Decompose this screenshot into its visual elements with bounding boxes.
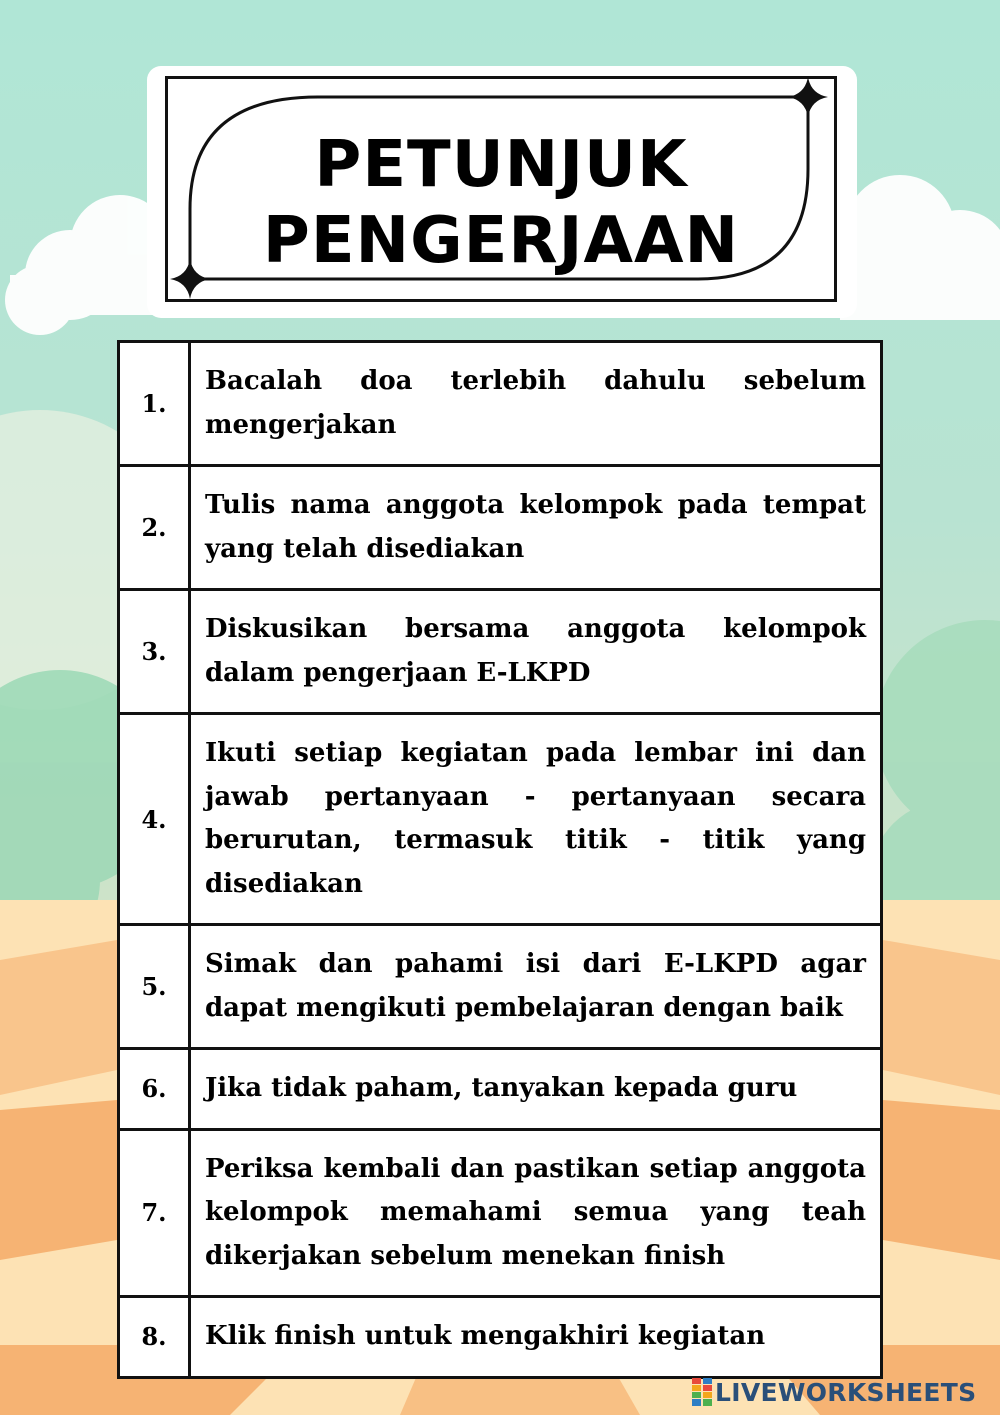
table-row [119,590,882,714]
step-number: 4. [119,714,190,925]
step-text: Bacalah doa terlebih dahulu sebelum mengerjakan [190,342,882,466]
table-row [119,714,882,925]
ground-tile [0,940,117,1095]
table-row [119,342,882,466]
step-text: Simak dan pahami isi dari E-LKPD agar dapat mengikuti pembelajaran dengan baik [190,925,882,1049]
title-line-2: PENGERJAAN [262,204,740,278]
step-number: 7. [119,1129,190,1297]
sparkle-icon [788,79,828,117]
step-text: Periksa kembali dan pastikan setiap anggota kelompok memahami semua yang teah dikerjakan sebelum menekan finish [190,1129,882,1297]
step-number: 2. [119,466,190,590]
step-text: Klik finish untuk mengakhiri kegiatan [190,1297,882,1378]
step-number: 8. [119,1297,190,1378]
title-frame [165,76,837,302]
liveworksheets-logo[interactable] [692,1375,976,1409]
table-row [119,1297,882,1378]
table-row [119,1129,882,1297]
table-row [119,925,882,1049]
step-number: 5. [119,925,190,1049]
step-text: Tulis nama anggota kelompok pada tempat yang telah disediakan [190,466,882,590]
logo-text: LIVEWORKSHEETS [715,1377,977,1407]
ground-tile [883,1100,1000,1260]
table-row [119,466,882,590]
ground-tile [0,1100,117,1260]
step-number: 1. [119,342,190,466]
ground-tile [883,940,1000,1095]
step-text: Ikuti setiap kegiatan pada lembar ini dan jawab pertanyaan - pertanyaan secara berurutan, termasuk titik - titik yang disediakan [190,714,882,925]
page-title [168,127,834,279]
step-text: Jika tidak paham, tanyakan kepada guru [190,1049,882,1130]
step-text: Diskusikan bersama anggota kelompok dalam pengerjaan E-LKPD [190,590,882,714]
liveworksheets-icon [692,1378,712,1406]
step-number: 3. [119,590,190,714]
step-number: 6. [119,1049,190,1130]
title-card [147,66,857,318]
instructions-table [117,340,883,1379]
title-line-1: PETUNJUK [314,128,688,202]
table-row [119,1049,882,1130]
